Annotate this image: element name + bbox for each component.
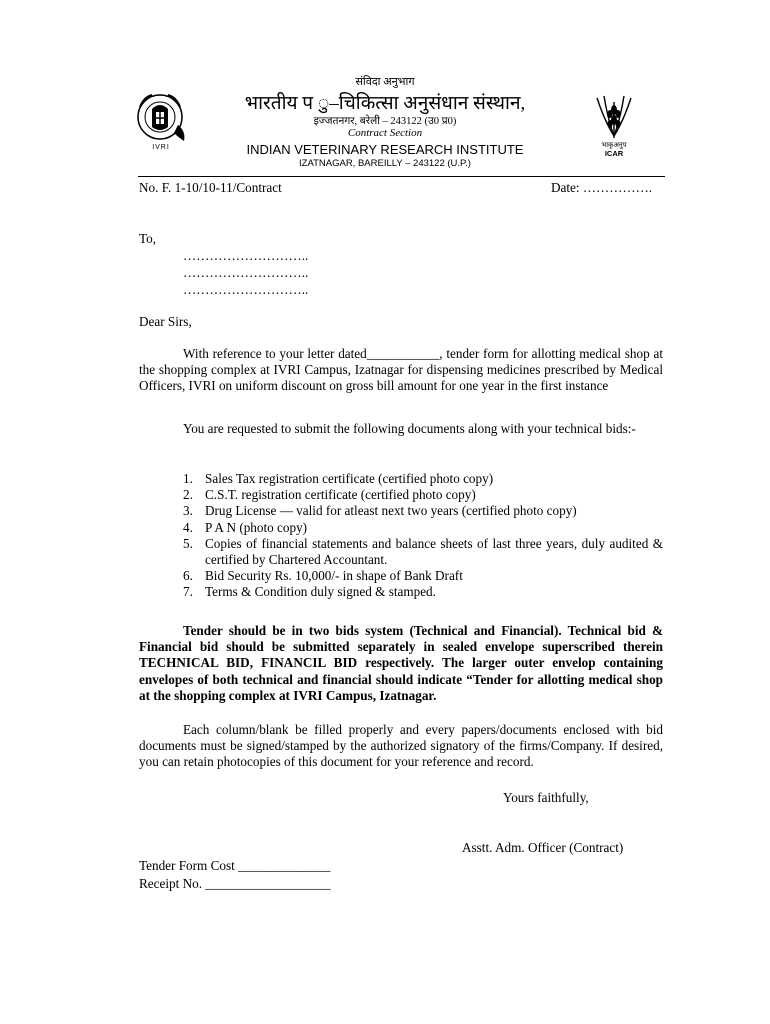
tender-form-cost: Tender Form Cost ______________ xyxy=(139,858,331,873)
list-item: 4. P A N (photo copy) xyxy=(183,519,308,535)
institute-address: IZATNAGAR, BAREILLY – 243122 (U.P.) xyxy=(299,158,471,169)
address-line: ……………………….. xyxy=(183,248,309,263)
signatory: Asstt. Adm. Officer (Contract) xyxy=(462,840,624,855)
receipt-number: Receipt No. ___________________ xyxy=(139,876,331,891)
documents-list xyxy=(183,471,663,601)
paragraph-bid-instructions: Tender should be in two bids system (Technical and Financial). Technical bid & Financial bid should be submitted separately in sealed envelope superscribed therein TECHNICAL BID, FINANCIL BID respectively. The larger outer envelop containing envelopes of both technical and financial should indicate “Tender for allotting medical shop at the shopping complex at IVRI Campus, Izatnagar. xyxy=(139,623,663,703)
to-label: To, xyxy=(139,231,157,246)
closing: Yours faithfully, xyxy=(503,790,589,805)
list-item: 7. Terms & Condition duly signed & stamped. xyxy=(183,584,436,600)
address-line: ……………………….. xyxy=(183,265,309,280)
hindi-institute-name: भारतीय प ु–चिकित्सा अनुसंधान संस्थान, xyxy=(244,93,526,114)
paragraph-signing-instructions: Each column/blank be filled properly and every papers/documents enclosed with bid documents must be signed/stamped by the authorized signatory of the firms/Company. If desired, you can retain photocopies of this document for your reference and record. xyxy=(139,722,663,770)
list-item: 5. Copies of financial statements and balance sheets of last three years, duly audited & certified by Chartered Accountant. xyxy=(183,535,663,568)
list-item: 6. Bid Security Rs. 10,000/- in shape of Bank Draft xyxy=(183,568,463,584)
letter-date: Date: ……………. xyxy=(551,180,653,195)
hindi-section-label: संविदा अनुभाग xyxy=(355,76,415,88)
paragraph-request: You are requested to submit the following documents along with your technical bids:- xyxy=(183,421,636,436)
ivri-logo-caption: IVRI xyxy=(152,144,170,151)
icar-logo-hindi: भाकृअनुप xyxy=(601,141,627,149)
reference-number: No. F. 1-10/10-11/Contract xyxy=(139,180,282,195)
salutation: Dear Sirs, xyxy=(139,314,192,329)
contract-section-label: Contract Section xyxy=(347,127,423,139)
list-item: 1. Sales Tax registration certificate (certified photo copy) xyxy=(183,471,494,486)
address-line: ……………………….. xyxy=(183,282,309,297)
paragraph-reference: With reference to your letter dated___________, tender form for allotting medical shop at the shopping complex at IVRI Campus, Izatnagar for dispensing medicines prescribed by Medical Officers, IVRI on uniform discount on gross bill amount for one year in the first instance xyxy=(139,346,663,394)
hindi-address: इज्जतनगर, बरेली – 243122 (उ0 प्र0) xyxy=(313,116,457,127)
icar-logo-caption: ICAR xyxy=(604,149,624,158)
list-item: 2. C.S.T. registration certificate (certified photo copy) xyxy=(183,487,476,503)
institute-name: INDIAN VETERINARY RESEARCH INSTITUTE xyxy=(246,142,524,157)
list-item: 3. Drug License — valid for atleast next two years (certified photo copy) xyxy=(183,503,577,519)
header-divider xyxy=(138,176,665,177)
